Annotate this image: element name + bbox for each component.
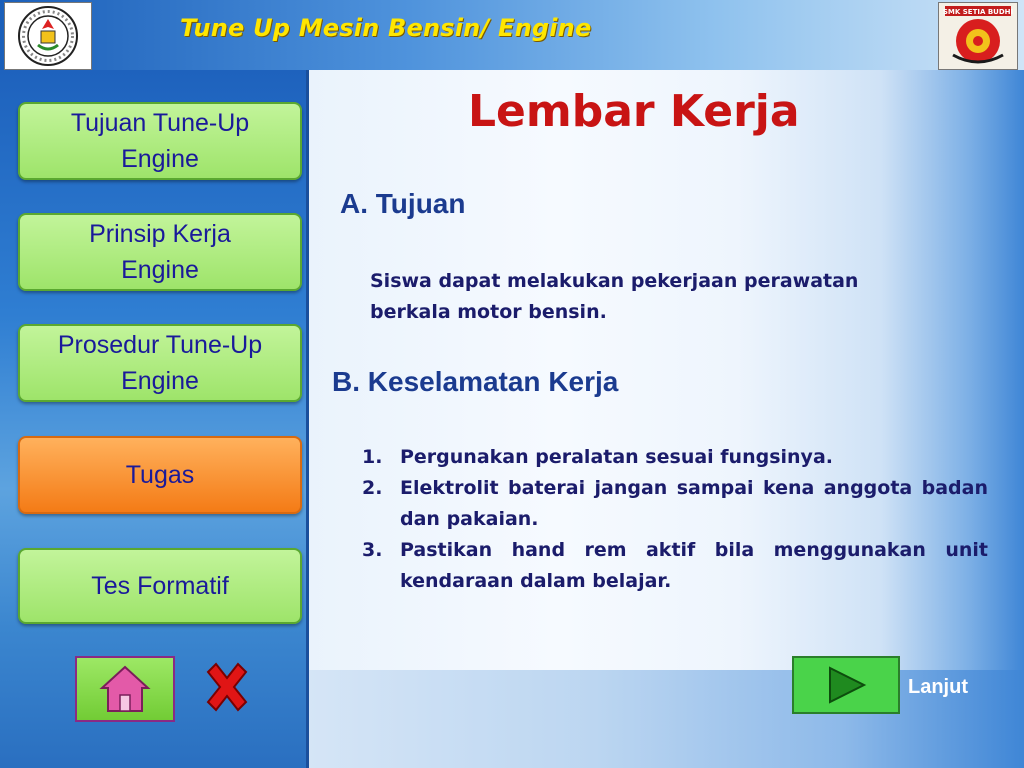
- section-a-heading: A. Tujuan: [340, 188, 466, 219]
- page-title: Lembar Kerja: [468, 86, 800, 137]
- school-logo: [938, 2, 1018, 70]
- nav-item-label: Prosedur Tune-Up Engine: [57, 331, 263, 395]
- list-item-number: 1.: [362, 446, 383, 468]
- list-item-text: Elektrolit baterai jangan sampai kena anggota badan dan pakaian.: [400, 477, 988, 530]
- nav-item-label: Prinsip Kerja Engine: [89, 220, 231, 284]
- section-a-text: Siswa dapat melakukan pekerjaan perawatan berkala motor bensin.: [370, 270, 859, 323]
- nav-item-label: Tugas: [125, 461, 195, 489]
- school-foundation-logo: [4, 2, 92, 70]
- list-item: [362, 535, 988, 597]
- next-label[interactable]: Lanjut: [908, 676, 968, 698]
- list-item: [362, 473, 988, 535]
- list-item: [362, 442, 988, 473]
- nav-prosedur-tune-up-engine[interactable]: [18, 324, 302, 402]
- next-button[interactable]: [792, 656, 900, 714]
- nav-item-label: Tes Formatif: [91, 572, 229, 600]
- home-icon: [98, 664, 152, 714]
- list-item-number: 3.: [362, 539, 383, 561]
- list-item-text: Pastikan hand rem aktif bila menggunakan unit kendaraan dalam belajar.: [400, 539, 988, 592]
- list-item-number: 2.: [362, 477, 383, 499]
- nav-tes-formatif[interactable]: [18, 548, 302, 624]
- safety-list: [362, 442, 988, 597]
- nav-prinsip-kerja-engine[interactable]: [18, 213, 302, 291]
- section-b-heading: B. Keselamatan Kerja: [332, 366, 619, 397]
- list-item-text: Pergunakan peralatan sesuai fungsinya.: [400, 446, 833, 468]
- nav-item-label: Tujuan Tune-Up Engine: [70, 109, 250, 173]
- home-button[interactable]: [75, 656, 175, 722]
- play-arrow-icon: [824, 665, 868, 705]
- sidebar-divider: [306, 70, 309, 768]
- header-title: Tune Up Mesin Bensin/ Engine: [180, 14, 592, 42]
- nav-tugas[interactable]: [18, 436, 302, 514]
- close-button[interactable]: [200, 660, 254, 714]
- close-x-icon: [200, 660, 254, 714]
- content-background: [308, 70, 1024, 768]
- nav-tujuan-tune-up-engine[interactable]: [18, 102, 302, 180]
- svg-text:SMK SETIA BUDHI: SMK SETIA BUDHI: [942, 8, 1014, 16]
